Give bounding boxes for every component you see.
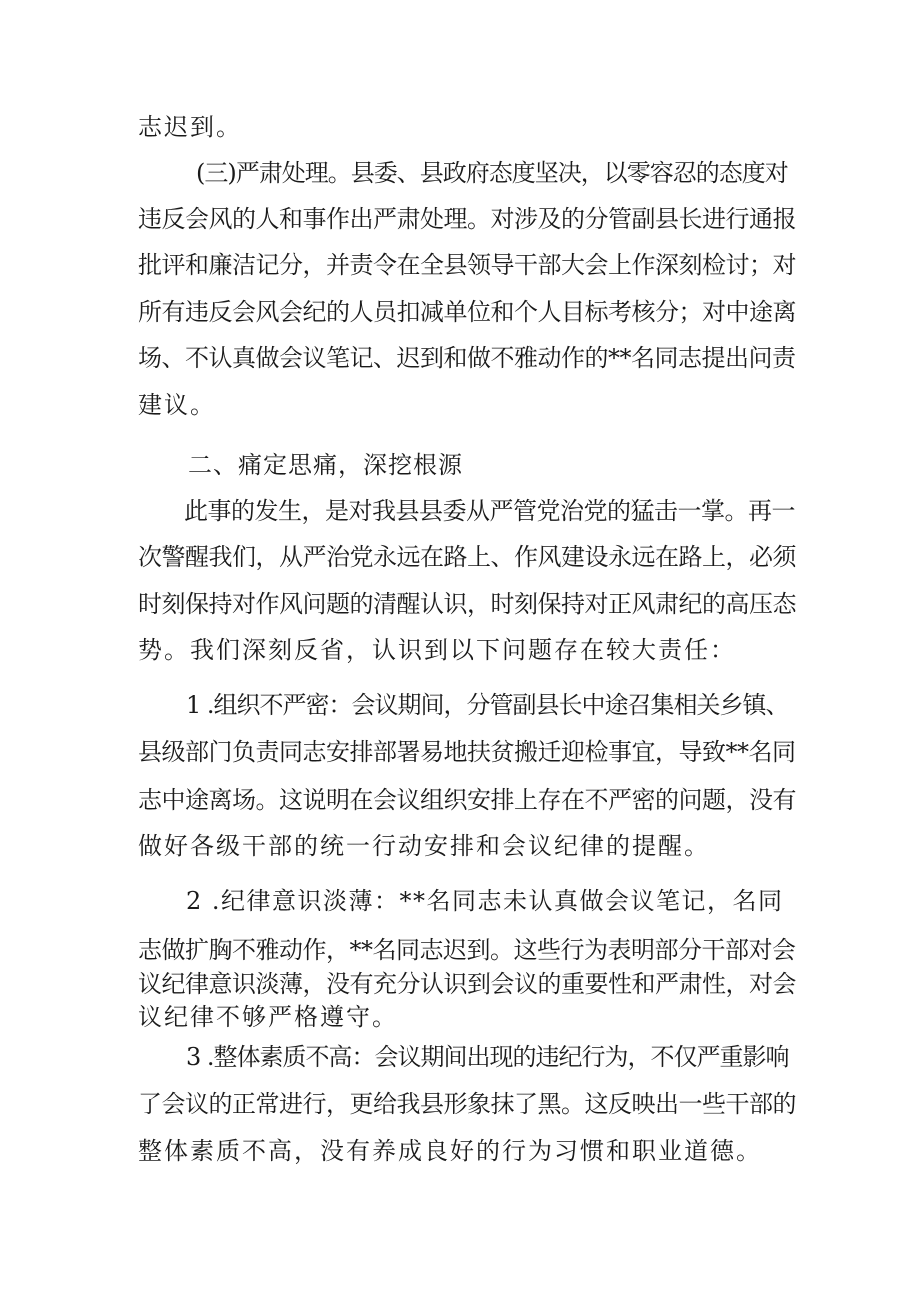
item-2-line: 2 .纪律意识淡薄：**名同志未认真做会议笔记，名同 <box>186 887 784 915</box>
text-line: 议纪律不够严格遵守。 <box>138 1003 398 1031</box>
section-two-heading: 二、痛定思痛，深挖根源 <box>188 451 463 479</box>
text-line: 建议。 <box>138 391 216 419</box>
item-1-line: 1 .组织不严密：会议期间，分管副县长中途召集相关乡镇、 <box>186 691 789 719</box>
text-line: 县级部门负责同志安排部署易地扶贫搬迁迎检事宜，导致**名同 <box>138 738 796 766</box>
section-three-heading-line: (三)严肃处理。县委、县政府态度坚决，以零容忍的态度对 <box>196 159 788 187</box>
text-line: 了会议的正常进行，更给我县形象抹了黑。这反映出一些干部的 <box>138 1090 796 1118</box>
text-line: 做好各级干部的统一行动安排和会议纪律的提醒。 <box>138 832 710 860</box>
text-line: 志中途离场。这说明在会议组织安排上存在不严密的问题，没有 <box>138 786 796 814</box>
text-line: 志做扩胸不雅动作，**名同志迟到。这些行为表明部分干部对会 <box>138 936 796 964</box>
text-line: 次警醒我们，从严治党永远在路上、作风建设永远在路上，必须 <box>138 543 796 571</box>
text-line: 场、不认真做会议笔记、迟到和做不雅动作的**名同志提出问责 <box>138 344 796 372</box>
text-line: 批评和廉洁记分，并责令在全县领导干部大会上作深刻检讨；对 <box>138 251 796 279</box>
text-line: 违反会风的人和事作出严肃处理。对涉及的分管副县长进行通报 <box>138 205 796 233</box>
text-line: 时刻保持对作风问题的清醒认识，时刻保持对正风肃纪的高压态 <box>138 590 796 618</box>
text-line: 所有违反会风会纪的人员扣减单位和个人目标考核分；对中途离 <box>138 298 796 326</box>
text-line: 志迟到。 <box>138 113 242 141</box>
text-line: 此事的发生，是对我县县委从严管党治党的猛击一掌。再一 <box>184 497 795 525</box>
text-line: 整体素质不高，没有养成良好的行为习惯和职业道德。 <box>138 1137 762 1165</box>
text-line: 势。我们深刻反省，认识到以下问题存在较大责任： <box>138 636 736 664</box>
text-line: 议纪律意识淡薄，没有充分认识到会议的重要性和严肃性，对会 <box>138 970 796 998</box>
item-3-line: 3 .整体素质不高：会议期间出现的违纪行为，不仅严重影响 <box>186 1043 789 1071</box>
